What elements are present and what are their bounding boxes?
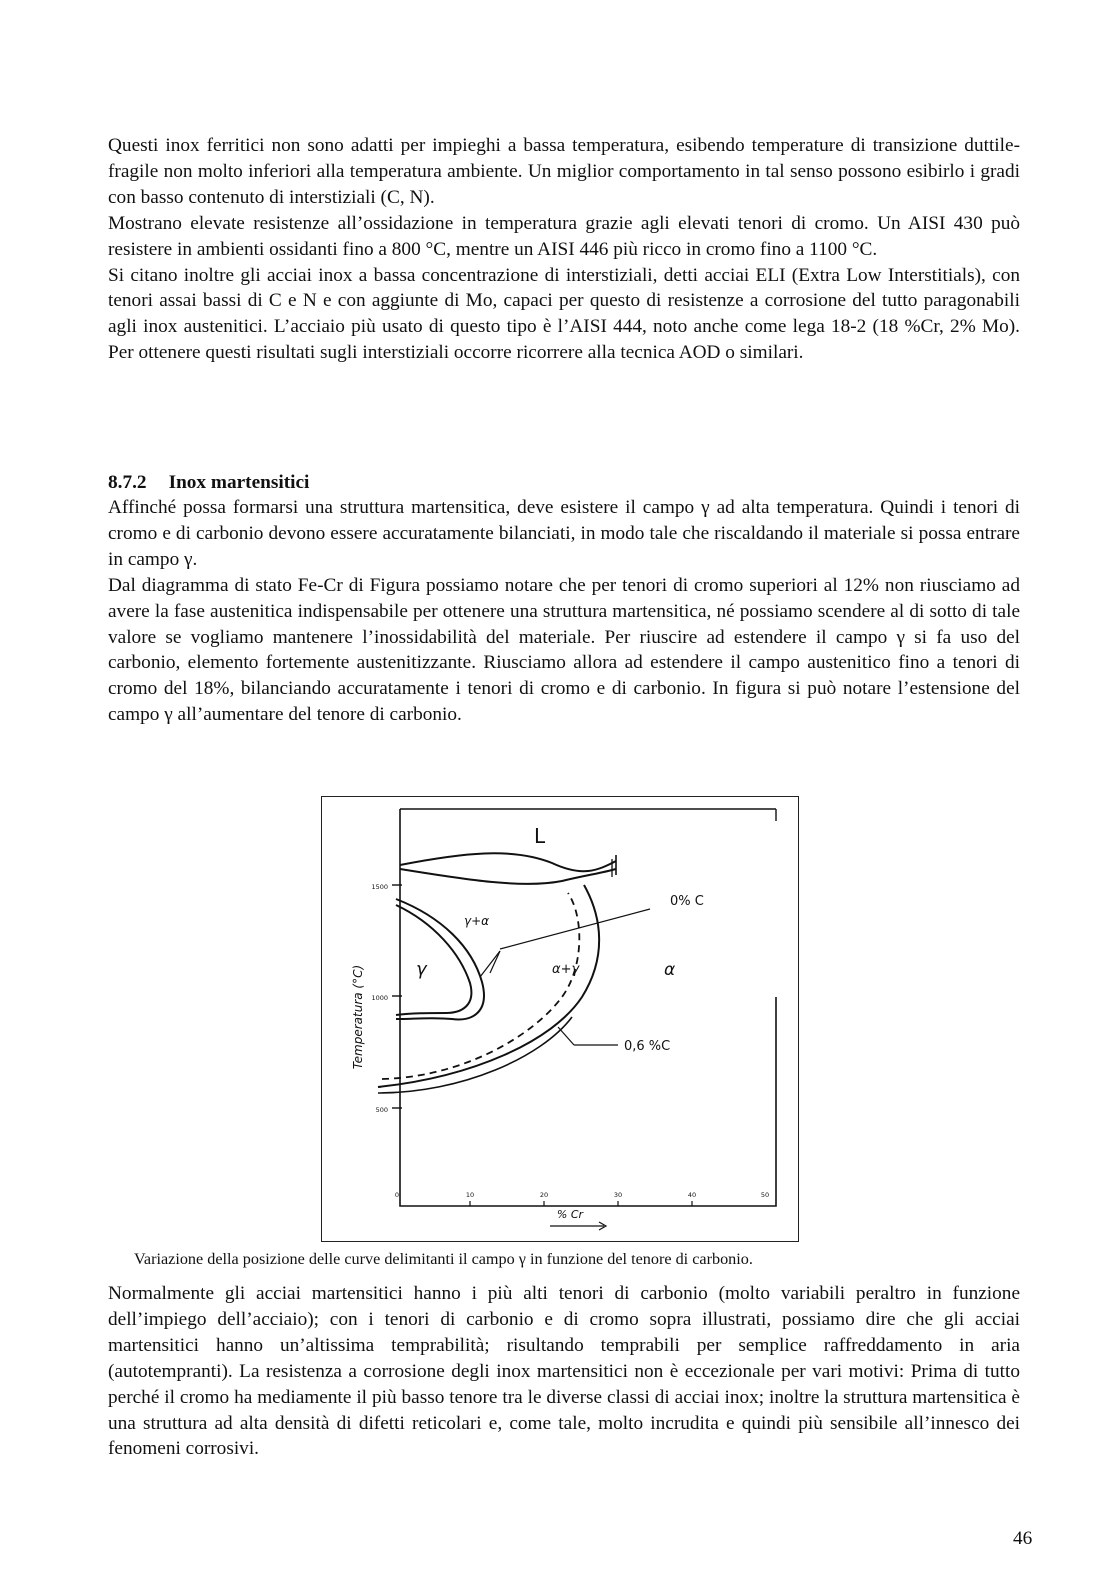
region-label-alpha: α — [664, 960, 676, 980]
region-label-gamma: γ — [416, 959, 427, 980]
section-heading — [108, 470, 309, 496]
y-axis-label: Temperatura (°C) — [351, 964, 365, 1070]
region-label-gamma-alpha: γ+α — [464, 914, 490, 928]
gamma-loop-06C-inner — [378, 1017, 572, 1093]
figure-caption: Variazione della posizione delle curve delimitanti il campo γ in funzione del tenore di carbonio. — [134, 1250, 753, 1268]
x-tick-label: 40 — [687, 1191, 697, 1199]
paragraph: Mostrano elevate resistenze all’ossidazione in temperatura grazie agli elevati tenori di cromo. Un AISI 430 può resistere in ambienti ossidanti fino a 800 °C, mentre un AISI 446 più ricco in cromo fino a 1100 °C. — [108, 212, 1020, 260]
closing-text-block — [108, 1281, 1020, 1462]
gamma-loop-0C-inner — [396, 905, 471, 1015]
x-tick-label: 0 — [394, 1191, 400, 1199]
page-number: 46 — [1013, 1528, 1033, 1549]
paragraph: Dal diagramma di stato Fe-Cr di Figura possiamo notare che per tenori di cromo superiori al 12% non riusciamo ad avere la fase austenitica indispensabile per ottenere una struttura martensitica, né possiamo scendere al di sotto di tale valore se vogliamo mantenere l’inossidabilità del materiale. Per riuscire ad estendere il campo γ si fa uso del carbonio, elemento fortemente austenitizzante. Riusciamo allora ad estendere il campo austenitico fino a tenori di cromo del 18%, bilanciando accuratamente i tenori di cromo e di carbonio. In figura si può notare l’estensione del campo γ all’aumentare del tenore di carbonio. — [108, 574, 1020, 726]
x-tick-label: 30 — [613, 1191, 623, 1199]
region-label-liquid: L — [534, 824, 546, 848]
y-tick-label: 1000 — [371, 994, 388, 1002]
section-number: 8.7.2 — [108, 472, 147, 493]
x-axis-label: % Cr — [556, 1208, 584, 1221]
phase-diagram — [322, 797, 800, 1243]
phase-diagram-figure — [321, 796, 799, 1242]
x-tick-label: 50 — [760, 1191, 770, 1199]
leader-line-0C — [500, 909, 650, 949]
plot-axes — [400, 809, 776, 1206]
intro-text-block — [108, 133, 1020, 366]
paragraph: Affinché possa formarsi una struttura martensitica, deve esistere il campo γ ad alta temperatura. Quindi i tenori di cromo e di carbonio devono essere accuratamente bilanciati, in modo tale che riscaldando il materiale si possa entrare in campo γ. — [108, 497, 1020, 570]
paragraph: Normalmente gli acciai martensitici hanno i più alti tenori di carbonio (molto variabili peraltro in funzione dell’impiego dell’acciaio); con i tenori di carbonio e di cromo sopra illustrati, possiamo dire che gli acciai martensitici hanno un’altissima temprabilità; risultando temprabili per semplice raffreddamento in aria (autotempranti). La resistenza a corrosione degli inox martensitici non è eccezionale per vari motivi: Prima di tutto perché il cromo ha mediamente il più basso tenore tra le diverse classi di acciai inox; inoltre la struttura martensitica è una struttura ad alta densità di difetti reticolari e, come tale, molto incrudita e quindi più sensibile all’innesco dei fenomeni corrosivi. — [108, 1283, 1020, 1460]
leader-line-06C — [558, 1027, 574, 1045]
section-title: Inox martensitici — [168, 472, 310, 493]
paragraph: Si citano inoltre gli acciai inox a bassa concentrazione di interstiziali, detti acciai ELI (Extra Low Interstitials), con tenori assai bassi di C e N e con aggiunte di Mo, capaci per questo di resistenze a corrosione del tutto paragonabili agli inox austenitici. L’acciaio più usato di questo tipo è l’AISI 444, noto anche come lega 18-2 (18 %Cr, 2% Mo). Per ottenere questi risultati sugli interstiziali occorre ricorrere alla tecnica AOD o similari. — [108, 264, 1020, 364]
section-text-block — [108, 495, 1020, 728]
curve-label-06C: 0,6 %C — [624, 1039, 671, 1054]
x-tick-label: 10 — [465, 1191, 475, 1199]
region-label-alpha-gamma: α+γ — [552, 962, 580, 977]
y-tick-label: 500 — [375, 1106, 388, 1114]
paragraph: Questi inox ferritici non sono adatti per impieghi a bassa temperatura, esibendo temperature di transizione duttile-fragile non molto inferiori alla temperatura ambiente. Un miglior comportamento in tal senso possono esibirlo i gradi con basso contenuto di interstiziali (C, N). — [108, 135, 1020, 208]
liquidus-curve — [400, 853, 616, 871]
x-tick-label: 20 — [539, 1191, 549, 1199]
y-tick-label: 1500 — [371, 883, 388, 891]
curve-label-0C: 0% C — [670, 894, 704, 909]
